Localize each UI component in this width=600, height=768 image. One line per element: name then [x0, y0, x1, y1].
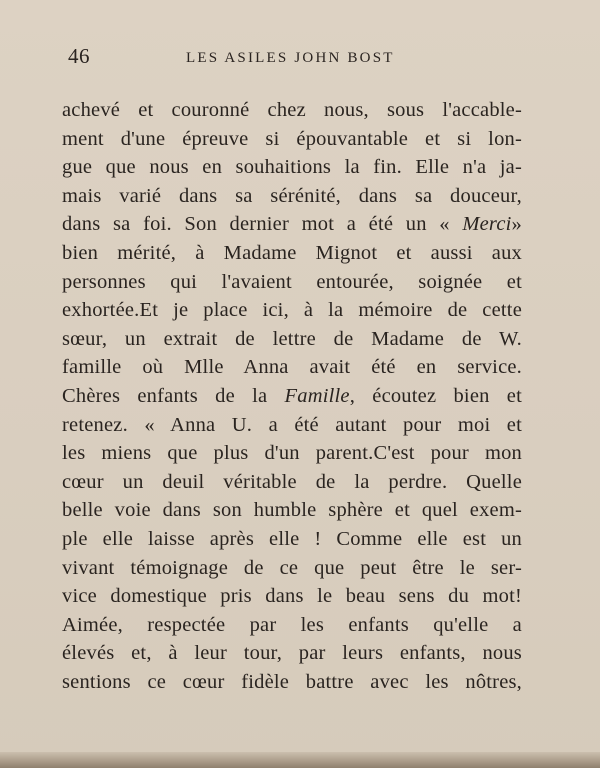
text-line: personnes qui l'avaient entourée, soignée et [62, 270, 522, 293]
text-line: Chères enfants de la Famille, écoutez bien et [62, 384, 522, 407]
italic-word: Famille [284, 384, 350, 407]
text-line: retenez. « Anna U. a été autant pour moi et [62, 413, 522, 436]
text-line: cœur un deuil véritable de la perdre. Quelle [62, 470, 522, 493]
text-line: vivant témoignage de ce que peut être le ser- [62, 556, 522, 579]
text-line: les miens que plus d'un parent.C'est pour mon [62, 442, 522, 465]
text-line: ple elle laisse après elle ! Comme elle est un [62, 527, 522, 550]
text-line: mais varié dans sa sérénité, dans sa douceur, [62, 184, 522, 207]
italic-word: Merci [462, 213, 512, 236]
text-line: sœur, un extrait de lettre de Madame de W. [62, 327, 522, 350]
text-line: Aimée, respectée par les enfants qu'elle a [62, 613, 522, 636]
text-line: vice domestique pris dans le beau sens du mot! [62, 585, 522, 608]
text-line: sentions ce cœur fidèle battre avec les nôtres, [62, 670, 522, 693]
text-line: bien mérité, à Madame Mignot et aussi aux [62, 241, 522, 264]
page-number: 46 [68, 44, 90, 68]
text-line: famille où Mlle Anna avait été en service. [62, 356, 522, 379]
text-line: élevés et, à leur tour, par leurs enfants, nous [62, 642, 522, 665]
text-line: exhortée.Et je place ici, à la mémoire de cette [62, 299, 522, 322]
text-line: belle voie dans son humble sphère et quel exem- [62, 499, 522, 522]
text-line: achevé et couronné chez nous, sous l'accable- [62, 99, 522, 121]
text-line: dans sa foi. Son dernier mot a été un « Merci» [62, 213, 522, 236]
body-text [62, 96, 522, 696]
running-title: LES ASILES JOHN BOST [186, 50, 395, 66]
page-header [68, 44, 540, 74]
text-line: ment d'une épreuve si épouvantable et si lon- [62, 127, 522, 150]
page-bottom-edge [0, 752, 600, 768]
text-line: gue que nous en souhaitions la fin. Elle n'a ja- [62, 156, 522, 179]
